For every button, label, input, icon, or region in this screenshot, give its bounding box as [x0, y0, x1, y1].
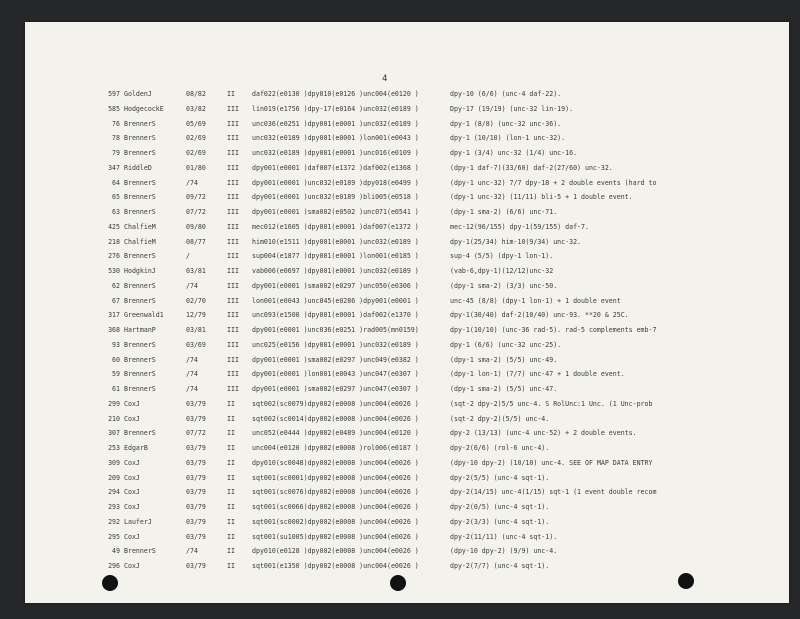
date: 03/79: [186, 517, 206, 526]
row-id: 292: [108, 517, 120, 526]
allele-codes: unc032(e0189 )dpy001(e0001 )unc016(e0109 ): [252, 149, 419, 157]
date: 09/80: [186, 222, 206, 231]
investigator-name: ChalfieM: [124, 237, 156, 246]
date: /74: [186, 355, 198, 364]
allele-codes: dpy001(e0001 )sma002(e0502 )unc071(e0541 ): [252, 208, 419, 216]
allele-codes: sup004(e1877 )dpy001(e0001 )lon001(e0185 ): [252, 252, 419, 261]
binder-hole-left: [102, 575, 118, 591]
allele-codes: lon001(e0043 )unc045(e0286 )dpy001(e0001 ): [252, 296, 419, 305]
row-id: 293: [108, 503, 120, 511]
table-row: [0, 459, 800, 473]
table-row: [0, 179, 800, 193]
mapping-note: (vab-6,dpy-1)(12/12)unc-32: [450, 267, 554, 275]
table-row: [0, 518, 800, 532]
mapping-note: (dpy-1 daf-7)(33/60) daf-2(27/60) unc-32.: [450, 163, 613, 172]
mapping-note: dpy-1 (6/6) (unc-32 unc-25).: [450, 340, 562, 349]
investigator-name: CoxJ: [124, 532, 140, 541]
date: 08/77: [186, 237, 206, 246]
table-row: [0, 311, 800, 325]
allele-codes: dpy001(e0001 )daf007(e1372 )daf002(e1368 ): [252, 163, 419, 172]
table-row: [0, 385, 800, 399]
allele-codes: sqt001(sc0002)dpy002(e0008 )unc004(e0026 ): [252, 517, 419, 526]
row-id: 67: [112, 296, 120, 305]
row-id: 309: [108, 458, 120, 467]
linkage-group: III: [227, 104, 239, 113]
table-row: [0, 547, 800, 561]
allele-codes: dpy001(e0001 )unc032(e0189 )dpy018(e0499 ): [252, 178, 419, 187]
row-id: 276: [108, 252, 120, 261]
page-number: 4: [382, 74, 388, 84]
table-row: [0, 208, 800, 222]
date: 03/79: [186, 562, 206, 570]
investigator-name: BrennerS: [124, 134, 156, 143]
linkage-group: III: [227, 193, 239, 202]
linkage-group: III: [227, 149, 239, 157]
mapping-note: dpy-2(5/5) (unc-4 sqt-1).: [450, 473, 550, 482]
date: 03/82: [186, 104, 206, 113]
date: 03/79: [186, 414, 206, 423]
allele-codes: sqt001(sc0066)dpy002(e0008 )unc004(e0026 ): [252, 503, 419, 511]
row-id: 65: [112, 193, 120, 202]
investigator-name: HodgkinJ: [124, 267, 156, 275]
date: 01/80: [186, 163, 206, 172]
row-id: 317: [108, 311, 120, 320]
date: 02/69: [186, 134, 206, 143]
row-id: 597: [108, 90, 120, 98]
mapping-note: Dpy-17 (19/19) (unc-32 lin-19).: [450, 104, 574, 113]
table-row: [0, 193, 800, 207]
date: 02/70: [186, 296, 206, 305]
date: 03/79: [186, 458, 206, 467]
mapping-note: (dpy-1 sma-2) (3/3) unc-50.: [450, 281, 558, 290]
mapping-note: sup-4 (5/5) (dpy-1 lon-1).: [450, 252, 554, 261]
date: 03/79: [186, 488, 206, 497]
table-row: [0, 105, 800, 119]
date: 02/69: [186, 149, 206, 157]
investigator-name: CoxJ: [124, 473, 140, 482]
mapping-note: dpy-1 (10/10) (lon-1 unc-32).: [450, 134, 566, 143]
mapping-note: dpy-1(30/40) daf-2(10/40) unc-93. **20 & 25C.: [450, 311, 629, 320]
row-id: 218: [108, 237, 120, 246]
investigator-name: CoxJ: [124, 414, 140, 423]
date: /74: [186, 178, 198, 187]
date: 03/81: [186, 267, 206, 275]
row-id: 78: [112, 134, 120, 143]
row-id: 307: [108, 429, 120, 438]
allele-codes: vab006(e0697 )dpy001(e0001 )unc032(e0189 ): [252, 267, 419, 275]
row-id: 49: [112, 547, 120, 556]
investigator-name: EdgarB: [124, 444, 148, 452]
linkage-group: II: [227, 458, 235, 467]
linkage-group: III: [227, 178, 239, 187]
mapping-note: mec-12(96/155) dpy-1(59/155) daf-7.: [450, 222, 589, 231]
row-id: 210: [108, 414, 120, 423]
allele-codes: mec012(e1605 )dpy001(e0001 )daf007(e1372 ): [252, 222, 419, 231]
date: 03/79: [186, 532, 206, 541]
investigator-name: GoldenJ: [124, 90, 152, 98]
row-id: 425: [108, 222, 120, 231]
linkage-group: II: [227, 414, 235, 423]
table-row: [0, 400, 800, 414]
investigator-name: BrennerS: [124, 296, 156, 305]
mapping-note: dpy-2(14/15) unc-4(1/15) sqt-1 (1 event double recom: [450, 488, 657, 497]
table-row: [0, 282, 800, 296]
linkage-group: III: [227, 370, 239, 379]
table-row: [0, 238, 800, 252]
linkage-group: III: [227, 326, 239, 334]
table-row: [0, 120, 800, 134]
allele-codes: dpy001(e0001 )sma002(e0297 )unc049(e0382 ): [252, 355, 419, 364]
mapping-note: (dpy-10 dpy-2) (10/10) unc-4. SEE OF MAP DATA ENTRY: [450, 458, 653, 467]
linkage-group: III: [227, 252, 239, 261]
table-row: [0, 252, 800, 266]
table-row: [0, 444, 800, 458]
investigator-name: BrennerS: [124, 252, 156, 261]
linkage-group: III: [227, 296, 239, 305]
date: 12/79: [186, 311, 206, 320]
mapping-note: dpy-2(6/6) (rol-6 unc-4).: [450, 444, 550, 452]
mapping-note: (dpy-1 sma-2) (5/5) unc-49.: [450, 355, 558, 364]
table-row: [0, 533, 800, 547]
allele-codes: dpy001(e0001 )sma002(e0297 )unc047(e0307 ): [252, 385, 419, 393]
investigator-name: CoxJ: [124, 562, 140, 570]
table-row: [0, 223, 800, 237]
row-id: 93: [112, 340, 120, 349]
table-row: [0, 429, 800, 443]
linkage-group: II: [227, 562, 235, 570]
investigator-name: BrennerS: [124, 340, 156, 349]
table-row: [0, 415, 800, 429]
allele-codes: unc052(e0444 )dpy002(e0489 )unc004(e0120 ): [252, 429, 419, 438]
table-row: [0, 326, 800, 340]
mapping-note: (sqt-2 dpy-2)5/5 unc-4. S RolUnc:1 Unc. (1 Unc-prob: [450, 399, 653, 408]
binder-hole-right: [678, 573, 694, 589]
allele-codes: sqt001(sc0001)dpy002(e0008 )unc004(e0026 ): [252, 473, 419, 482]
mapping-note: (dpy-1 unc-32) 7/7 dpy-18 + 2 double events (hard to: [450, 178, 657, 187]
linkage-group: III: [227, 355, 239, 364]
mapping-note: dpy-1(10/10) (unc-36 rad-5). rad-5 complements emb-7: [450, 326, 657, 334]
mapping-note: dpy-2(0/5) (unc-4 sqt-1).: [450, 503, 550, 511]
investigator-name: LauferJ: [124, 517, 152, 526]
table-row: [0, 341, 800, 355]
allele-codes: dpy001(e0001 )unc032(e0189 )bli005(e0518 ): [252, 193, 419, 202]
allele-codes: unc093(e1500 )dpy001(e0001 )daf002(e1370 ): [252, 311, 419, 320]
date: /74: [186, 385, 198, 393]
investigator-name: CoxJ: [124, 399, 140, 408]
row-id: 585: [108, 104, 120, 113]
allele-codes: sqt001(e1350 )dpy002(e0008 )unc004(e0026 ): [252, 562, 419, 570]
investigator-name: CoxJ: [124, 503, 140, 511]
allele-codes: daf022(e0130 )dpy010(e0126 )unc004(e0120 ): [252, 90, 419, 98]
linkage-group: II: [227, 429, 235, 438]
row-id: 295: [108, 532, 120, 541]
row-id: 530: [108, 267, 120, 275]
linkage-group: III: [227, 340, 239, 349]
linkage-group: II: [227, 399, 235, 408]
date: 03/81: [186, 326, 206, 334]
allele-codes: dpy001(e0001 )sma002(e0297 )unc050(e0306 ): [252, 281, 419, 290]
linkage-group: III: [227, 385, 239, 393]
investigator-name: HodgecockE: [124, 104, 164, 113]
row-id: 209: [108, 473, 120, 482]
binder-hole-middle: [390, 575, 406, 591]
date: 07/72: [186, 429, 206, 438]
investigator-name: BrennerS: [124, 547, 156, 556]
row-id: 253: [108, 444, 120, 452]
investigator-name: BrennerS: [124, 429, 156, 438]
mapping-note: (dpy-1 unc-32) (11/11) bli-5 + 1 double event.: [450, 193, 633, 202]
allele-codes: dpy001(e0001 )unc036(e0251 )rad005(mn0159): [252, 326, 419, 334]
investigator-name: BrennerS: [124, 208, 156, 216]
linkage-group: III: [227, 163, 239, 172]
row-id: 299: [108, 399, 120, 408]
row-id: 62: [112, 281, 120, 290]
allele-codes: dpy010(e0128 )dpy002(e0008 )unc004(e0026 ): [252, 547, 419, 556]
table-row: [0, 134, 800, 148]
linkage-group: III: [227, 281, 239, 290]
date: 05/69: [186, 119, 206, 128]
date: 03/79: [186, 444, 206, 452]
investigator-name: BrennerS: [124, 281, 156, 290]
row-id: 296: [108, 562, 120, 570]
row-id: 64: [112, 178, 120, 187]
mapping-note: dpy-2(7/7) (unc-4 sqt-1).: [450, 562, 550, 570]
row-id: 59: [112, 370, 120, 379]
linkage-group: II: [227, 444, 235, 452]
investigator-name: Greenwald1: [124, 311, 164, 320]
row-id: 76: [112, 119, 120, 128]
investigator-name: BrennerS: [124, 370, 156, 379]
linkage-group: II: [227, 90, 235, 98]
mapping-note: dpy-2 (13/13) (unc-4 unc-52) + 2 double events.: [450, 429, 637, 438]
row-id: 294: [108, 488, 120, 497]
mapping-note: dpy-1 (3/4) unc-32 (1/4) unc-16.: [450, 149, 578, 157]
row-id: 347: [108, 163, 120, 172]
row-id: 61: [112, 385, 120, 393]
mapping-note: dpy-10 (6/6) (unc-4 daf-22).: [450, 90, 562, 98]
investigator-name: BrennerS: [124, 193, 156, 202]
allele-codes: unc032(e0189 )dpy001(e0001 )lon001(e0043 ): [252, 134, 419, 143]
investigator-name: BrennerS: [124, 119, 156, 128]
allele-codes: unc036(e0251 )dpy001(e0001 )unc032(e0189 ): [252, 119, 419, 128]
allele-codes: lin019(e1756 )dpy-17(e0164 )unc032(e0189 ): [252, 104, 419, 113]
mapping-note: unc-45 (8/8) (dpy-1 lon-1) + 1 double event: [450, 296, 621, 305]
investigator-name: CoxJ: [124, 488, 140, 497]
date: 07/72: [186, 208, 206, 216]
investigator-name: HartmanP: [124, 326, 156, 334]
date: /74: [186, 547, 198, 556]
investigator-name: RiddleD: [124, 163, 152, 172]
mapping-note: dpy-1 (8/8) (unc-32 unc-36).: [450, 119, 562, 128]
table-row: [0, 149, 800, 163]
mapping-note: dpy-1(25/34) him-10(9/34) unc-32.: [450, 237, 582, 246]
mapping-note: (dpy-10 dpy-2) (9/9) unc-4.: [450, 547, 558, 556]
investigator-name: BrennerS: [124, 385, 156, 393]
allele-codes: sqt001(su1005)dpy002(e0008 )unc004(e0026 ): [252, 532, 419, 541]
mapping-note: (dpy-1 sma-2) (5/5) unc-47.: [450, 385, 558, 393]
table-row: [0, 297, 800, 311]
date: 03/79: [186, 473, 206, 482]
date: 03/69: [186, 340, 206, 349]
investigator-name: CoxJ: [124, 458, 140, 467]
table-row: [0, 503, 800, 517]
mapping-note: dpy-2(11/11) (unc-4 sqt-1).: [450, 532, 558, 541]
date: /74: [186, 281, 198, 290]
allele-codes: sqt001(sc0076)dpy002(e0008 )unc004(e0026 ): [252, 488, 419, 497]
table-row: [0, 90, 800, 104]
date: 03/79: [186, 399, 206, 408]
date: 03/79: [186, 503, 206, 511]
mapping-note: (dpy-1 lon-1) (7/7) unc-47 + 1 double event.: [450, 370, 625, 379]
linkage-group: III: [227, 208, 239, 216]
table-row: [0, 474, 800, 488]
date: 09/72: [186, 193, 206, 202]
row-id: 368: [108, 326, 120, 334]
allele-codes: him010(e1511 )dpy001(e0001 )unc032(e0189 ): [252, 237, 419, 246]
linkage-group: III: [227, 134, 239, 143]
investigator-name: BrennerS: [124, 149, 156, 157]
table-row: [0, 356, 800, 370]
row-id: 63: [112, 208, 120, 216]
allele-codes: dpy010(sc0048)dpy002(e0008 )unc004(e0026 ): [252, 458, 419, 467]
investigator-name: ChalfieM: [124, 222, 156, 231]
allele-codes: unc004(e0120 )dpy002(e0008 )rol006(e0187 ): [252, 444, 419, 452]
mapping-note: dpy-2(3/3) (unc-4 sqt-1).: [450, 517, 550, 526]
linkage-group: III: [227, 311, 239, 320]
linkage-group: II: [227, 503, 235, 511]
date: /74: [186, 370, 198, 379]
investigator-name: BrennerS: [124, 355, 156, 364]
linkage-group: III: [227, 237, 239, 246]
row-id: 79: [112, 149, 120, 157]
mapping-note: (dpy-1 sma-2) (6/6) unc-71.: [450, 208, 558, 216]
allele-codes: dpy001(e0001 )lon001(e0043 )unc047(e0307 ): [252, 370, 419, 379]
linkage-group: III: [227, 119, 239, 128]
linkage-group: II: [227, 547, 235, 556]
allele-codes: unc025(e0156 )dpy001(e0001 )unc032(e0189 ): [252, 340, 419, 349]
table-row: [0, 164, 800, 178]
allele-codes: sqt002(sc0014)dpy002(e0008 )unc004(e0026 ): [252, 414, 419, 423]
table-row: [0, 267, 800, 281]
linkage-group: III: [227, 267, 239, 275]
table-row: [0, 488, 800, 502]
allele-codes: sqt002(sc0079)dpy002(e0008 )unc004(e0026 ): [252, 399, 419, 408]
date: 08/82: [186, 90, 206, 98]
linkage-group: II: [227, 473, 235, 482]
linkage-group: II: [227, 517, 235, 526]
mapping-note: (sqt-2 dpy-2)(5/5) unc-4.: [450, 414, 550, 423]
table-row: [0, 370, 800, 384]
linkage-group: III: [227, 222, 239, 231]
linkage-group: II: [227, 532, 235, 541]
linkage-group: II: [227, 488, 235, 497]
investigator-name: BrennerS: [124, 178, 156, 187]
date: /: [186, 252, 190, 261]
row-id: 60: [112, 355, 120, 364]
